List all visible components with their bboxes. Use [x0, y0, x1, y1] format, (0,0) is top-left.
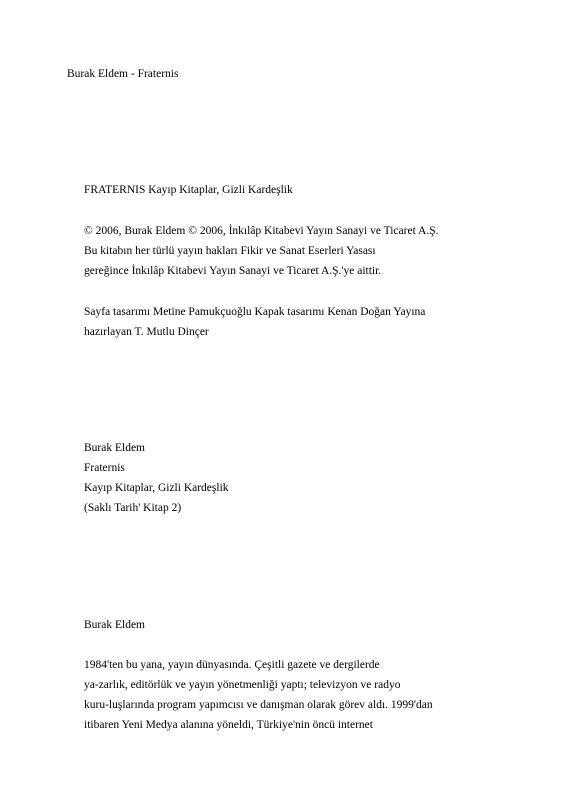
book-info-author: Burak Eldem	[84, 442, 145, 454]
copyright-line-3: gereğince İnkılâp Kitabevi Yayın Sanayi ve Ticaret A.Ş.'ye aittir.	[84, 265, 382, 277]
author-bio-line-3: kuru-luşlarında program yapımcısı ve danışman olarak görev aldı. 1999'dan	[84, 699, 433, 711]
author-name: Burak Eldem	[84, 619, 145, 631]
book-info-subtitle: Kayıp Kitaplar, Gizli Kardeşlik	[84, 482, 229, 494]
running-header: Burak Eldem - Fraternis	[67, 68, 179, 80]
credits-line-1: Sayfa tasarımı Metine Pamukçuoğlu Kapak tasarımı Kenan Doğan Yayına	[84, 306, 426, 318]
copyright-line-2: Bu kitabın her türlü yayın hakları Fikir ve Sanat Eserleri Yasası	[84, 245, 376, 257]
book-info-series: (Saklı Tarih' Kitap 2)	[84, 502, 182, 514]
book-info-title: Fraternis	[84, 462, 125, 474]
author-bio-line-2: ya-zarlık, editörlük ve yayın yönetmenliği yaptı; televizyon ve radyo	[84, 679, 401, 691]
credits-line-2: hazırlayan T. Mutlu Dinçer	[84, 326, 209, 338]
title-line: FRATERNIS Kayıp Kitaplar, Gizli Kardeşlik	[84, 184, 293, 196]
author-bio-line-4: itibaren Yeni Medya alanına yöneldi, Türkiye'nin öncü internet	[84, 719, 373, 731]
copyright-line-1: © 2006, Burak Eldem © 2006, İnkılâp Kitabevi Yayın Sanayi ve Ticaret A.Ş.	[84, 225, 439, 237]
author-bio-line-1: 1984'ten bu yana, yayın dünyasında. Çeşitli gazete ve dergilerde	[84, 659, 380, 671]
